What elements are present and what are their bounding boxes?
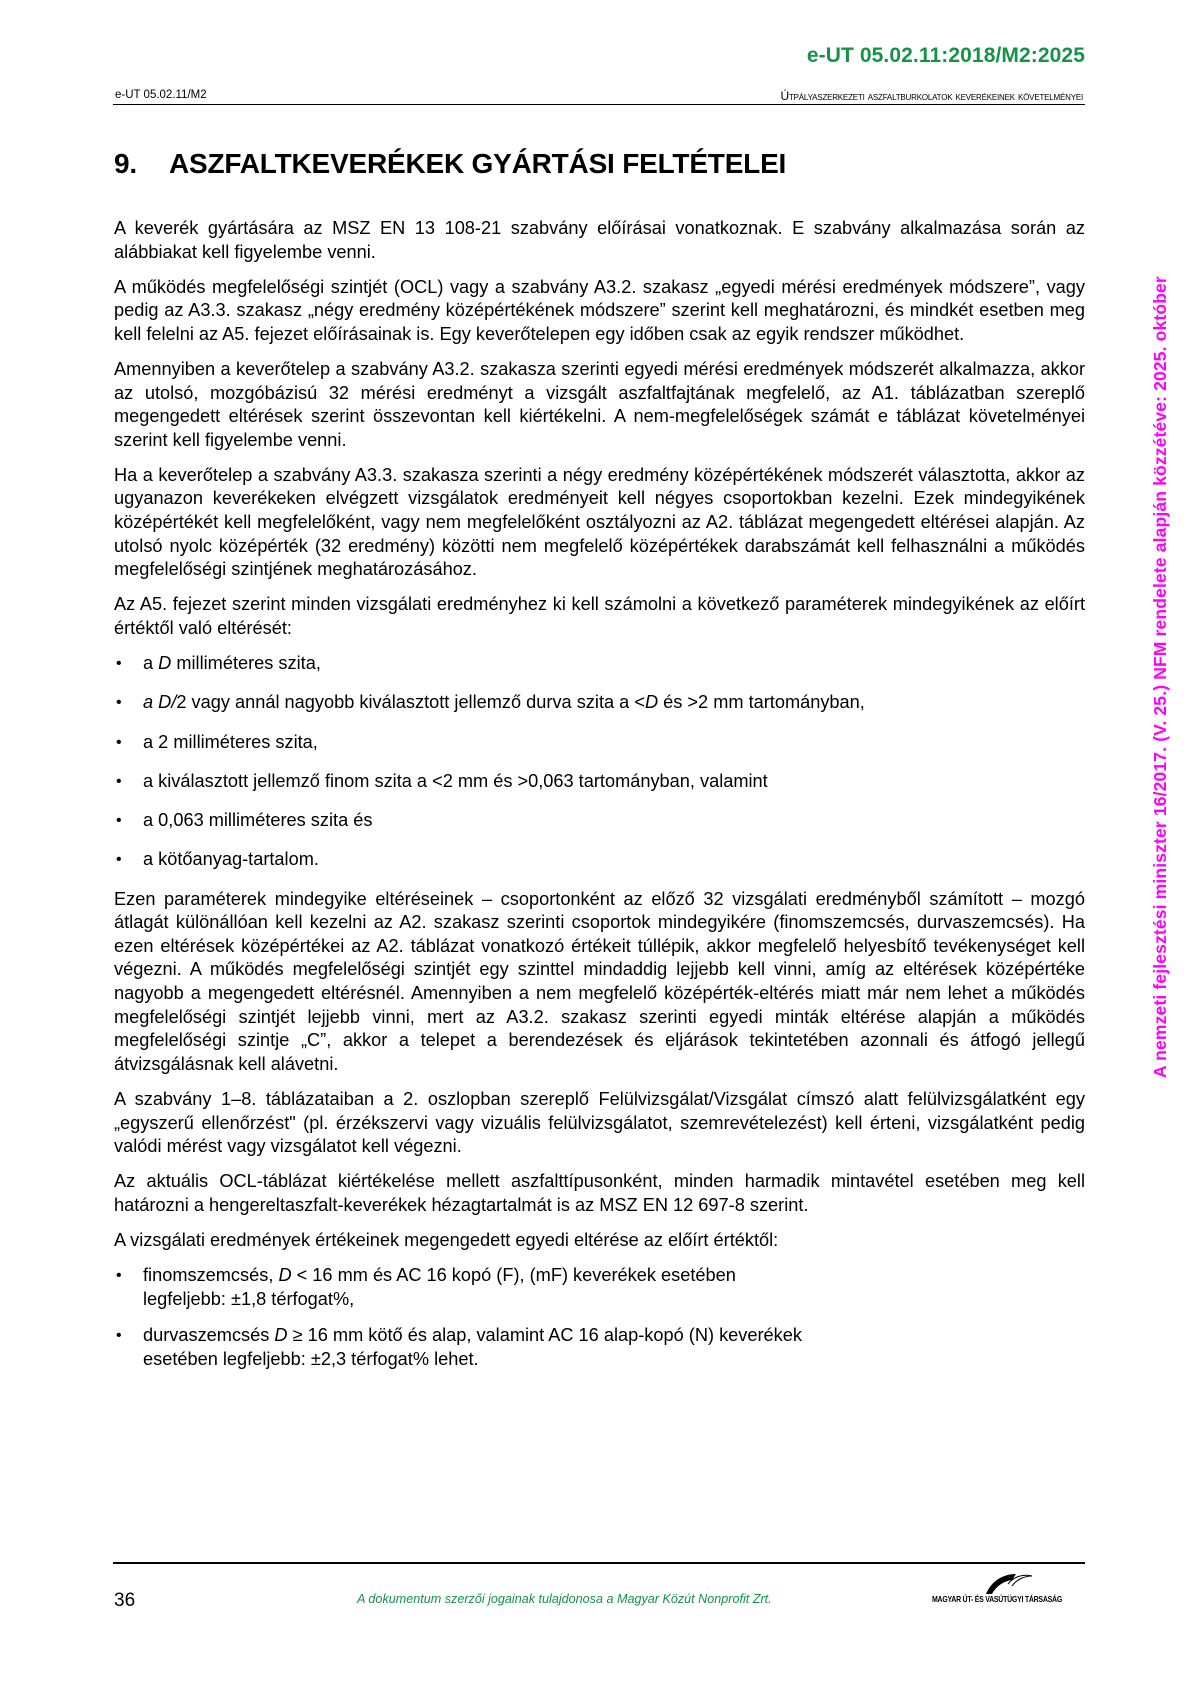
paragraph: A működés megfelelőségi szintjét (OCL) vagy a szabvány A3.2. szakasz „egyedi mérési eredmények módszere”, vagy pedig az A3.3. szakasz „négy eredmény középértékének módszere” szerint kell meghatározni, és mindkét esetben meg kell felelni az A5. fejezet előírásainak is. Egy keverőtelepen egy időben csak az egyik rendszer működhet. xyxy=(114,276,1085,344)
logo-text: MAGYAR ÚT- ÉS VASÚTÜGYI TÁRSASÁG xyxy=(932,1594,1062,1604)
list-item: • a 0,063 milliméteres szita és xyxy=(114,809,1085,833)
paragraph: A szabvány 1–8. táblázataiban a 2. oszlopban szereplő Felülvizsgálat/Vizsgálat címszó alatt felülvizsgálatként egy „egyszerű ellenőrzést" (pl. érzékszervi vagy vizuális felülvizsgálatot, szemrevételezést) kell érteni, vizsgálatként pedig valódi mérést vagy vizsgálatot kell végezni. xyxy=(114,1088,1085,1157)
paragraph: Amennyiben a keverőtelep a szabvány A3.2. szakasza szerinti egyedi mérési eredmények módszerét alkalmazza, akkor az utolsó, mozgóbázisú 32 mérési eredményt a vizsgált aszfaltfajtának megfelelő, az A1. táblázatban szereplő megengedett eltérések szerint összevontan kell kiértékelni. A nem-megfelelőségek számát e táblázat követelményei szerint kell figyelembe venni. xyxy=(114,358,1085,450)
document-code: e-UT 05.02.11:2018/M2:2025 xyxy=(806,44,1085,67)
list-item: • a D/2 vagy annál nagyobb kiválasztott jellemző durva szita a <D és >2 mm tartományban, xyxy=(114,691,1085,715)
body-content xyxy=(114,217,1085,1384)
publication-note: A nemzeti fejlesztési miniszter 16/2017. (V. 25.) NFM rendelete alapján közzétéve: 2025. október xyxy=(1150,276,1170,1078)
list-item: • durvaszemcsés D ≥ 16 mm kötő és alap, valamint AC 16 alap-kopó (N) keverékek esetében legfeljebb: ±2,3 térfogat% lehet. xyxy=(116,1325,802,1369)
bullet-icon: • xyxy=(116,772,122,790)
paragraph: Ha a keverőtelep a szabvány A3.3. szakasza szerinti a négy eredmény középértékének módszerét választotta, akkor az ugyanazon keverékeken elvégzett vizsgálatok eredményeit kell négyes csoportokban kezelni. Ezek mindegyikének középértékét kell megfelelőként, vagy nem megfelelőként osztályozni az A2. táblázat megengedett eltérései alapján. Az utolsó nyolc középérték (32 eredmény) közötti nem megfelelő középértékek darabszámát kell felhasználni a működés megfelelőségi szintjének meghatározásához. xyxy=(114,464,1085,580)
copyright-notice: A dokumentum szerzői jogainak tulajdonosa a Magyar Közút Nonprofit Zrt. xyxy=(357,1592,772,1606)
bullet-icon: • xyxy=(116,1267,122,1284)
running-header-left: e-UT 05.02.11/M2 xyxy=(115,89,207,101)
page-number: 36 xyxy=(114,1590,136,1611)
bullet-icon: • xyxy=(116,694,122,712)
paragraph: A vizsgálati eredmények értékeinek megengedett egyedi eltérése az előírt értéktől: xyxy=(114,1229,779,1250)
list-item: • a D milliméteres szita, xyxy=(114,652,1085,676)
footer-divider xyxy=(113,1562,1085,1564)
chapter-heading xyxy=(114,148,786,180)
list-item: • a 2 milliméteres szita, xyxy=(114,731,1085,755)
bullet-icon: • xyxy=(116,812,122,830)
bullet-icon: • xyxy=(116,733,122,751)
road-swoosh-icon xyxy=(982,1572,1034,1596)
list-item: • a kiválasztott jellemző finom szita a <2 mm és >0,063 tartományban, valamint xyxy=(114,770,1085,794)
chapter-number: 9. xyxy=(114,148,137,179)
paragraph: A keverék gyártására az MSZ EN 13 108-21 szabvány előírásai vonatkoznak. E szabvány alkalmazása során az alábbiakat kell figyelembe venni. xyxy=(114,218,1085,262)
bullet-icon: • xyxy=(116,851,122,869)
bullet-icon: • xyxy=(116,1327,122,1345)
tolerance-list xyxy=(114,1264,1085,1371)
bullet-icon: • xyxy=(116,655,122,672)
running-header xyxy=(113,88,1085,105)
chapter-title: ASZFALTKEVERÉKEK GYÁRTÁSI FELTÉTELEI xyxy=(169,148,787,179)
society-logo xyxy=(930,1572,1090,1618)
running-header-right: Útpályaszerkezeti aszfaltburkolatok keverékeinek követelményei xyxy=(780,89,1083,103)
parameter-list xyxy=(114,652,1085,872)
list-item: • finomszemcsés, D < 16 mm és AC 16 kopó (F), (mF) keverékek esetében legfeljebb: ±1,8 térfogat%, xyxy=(116,1265,736,1309)
paragraph: Ezen paraméterek mindegyike eltéréseinek – csoportonként az előző 32 vizsgálati eredményből számított – mozgó átlagát különállóan kell kezelni az A2. szakasz szerinti csoportok mindegyikére (finomszemcsés, durvaszemcsés). Ha ezen eltérések középértékei az A2. táblázat vonatkozó értékeit túllépik, akkor megfelelő helyesbítő tevékenységet kell végezni. A működés megfelelőségi szintjét egy szinttel mindaddig lejjebb kell vinni, amíg az eltérések középértéke nagyobb a megengedett eltérésnél. Amennyiben a nem megfelelő középérték-eltérés miatt már nem lehet a működés megfelelőségi szintjét lejjebb vinni, mert az A3.2. szakasz szerinti egyedi minták eltérése alapján a működés megfelelőségi szintje „C”, akkor a telepet a berendezések és eljárások tekintetében azonnali és átfogó jellegű átvizsgálásnak kell alávetni. xyxy=(114,888,1085,1074)
paragraph: Az aktuális OCL-táblázat kiértékelése mellett aszfalttípusonként, minden harmadik mintavétel esetében meg kell határozni a hengereltaszfalt-keverékek hézagtartalmát is az MSZ EN 12 697-8 szerint. xyxy=(114,1171,1085,1215)
paragraph: Az A5. fejezet szerint minden vizsgálati eredményhez ki kell számolni a következő paraméterek mindegyikének az előírt értéktől való eltérését: xyxy=(114,594,1085,638)
list-item: • a kötőanyag-tartalom. xyxy=(114,848,1085,872)
